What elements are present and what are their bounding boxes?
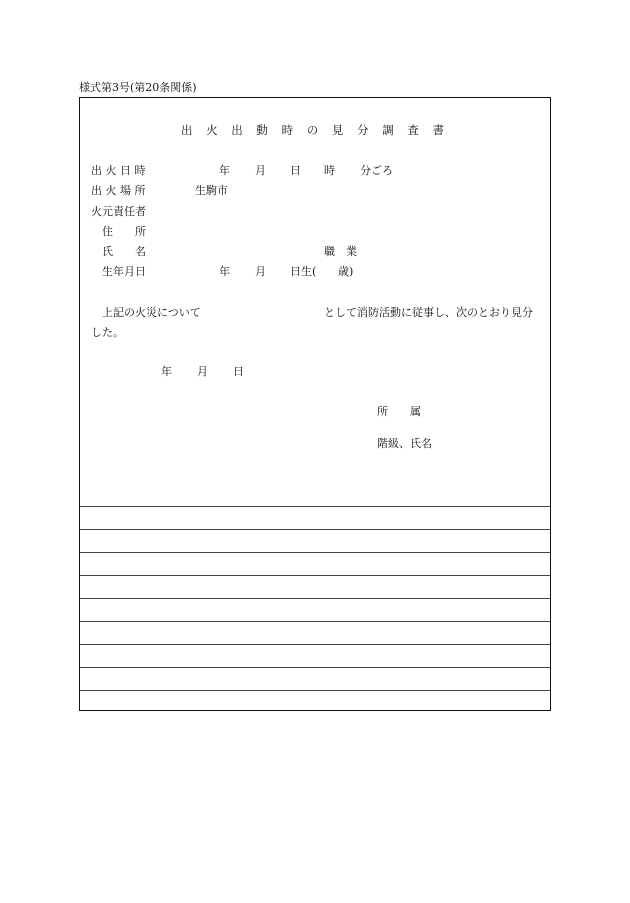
fire-minute-unit: 分ごろ: [360, 164, 393, 177]
birth-month-unit: 月: [255, 265, 266, 278]
notes-rule-line: [80, 667, 550, 668]
name-label: 氏 名: [102, 245, 146, 258]
fire-day-unit: 日: [290, 164, 301, 177]
birth-date-label: 生年月日: [102, 265, 146, 278]
notes-rule-line: [80, 598, 550, 599]
statement-line2: した。: [91, 326, 124, 339]
birth-day-unit: 日生(: [290, 265, 317, 278]
notes-rule-line: [80, 552, 550, 553]
birth-year-unit: 年: [219, 265, 230, 278]
affiliation-label: 所 属: [377, 405, 421, 418]
fire-hour-unit: 時: [324, 164, 335, 177]
notes-rule-line: [80, 644, 550, 645]
fire-month-unit: 月: [255, 164, 266, 177]
report-month-unit: 月: [197, 365, 208, 378]
age-unit: 歳): [338, 265, 354, 278]
fire-location-label: 出 火 場 所: [91, 184, 146, 197]
rank-name-label: 階級、氏名: [377, 437, 432, 450]
notes-rule-line: [80, 575, 550, 576]
notes-rule-line: [80, 529, 550, 530]
inspection-form: [79, 97, 551, 711]
notes-rule-line: [80, 506, 550, 507]
statement-line1-start: 上記の火災について: [102, 306, 201, 319]
fire-location-value: 生駒市: [195, 184, 228, 197]
responsible-person-label: 火元責任者: [91, 205, 146, 218]
form-title: 出 火 出 動 時 の 見 分 調 査 書: [180, 123, 450, 137]
report-day-unit: 日: [233, 365, 244, 378]
report-year-unit: 年: [161, 365, 172, 378]
notes-rule-line: [80, 621, 550, 622]
statement-line1-end: として消防活動に従事し、次のとおり見分: [324, 306, 533, 319]
fire-datetime-label: 出 火 日 時: [91, 164, 146, 177]
fire-year-unit: 年: [219, 164, 230, 177]
form-number: 様式第3号(第20条関係): [79, 81, 197, 94]
notes-rule-line: [80, 690, 550, 691]
address-label: 住 所: [102, 225, 146, 238]
occupation-label: 職 業: [324, 245, 357, 258]
